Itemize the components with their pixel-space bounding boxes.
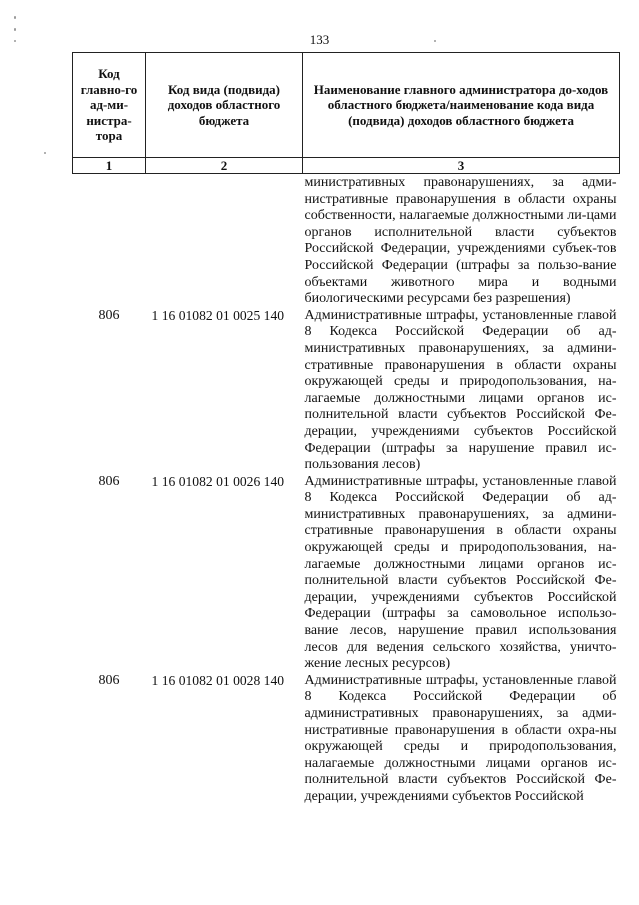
name-cell: Административные штрафы, установленные главой 8 Кодекса Российской Федерации об административных правонарушениях, за адми-нистративные правонарушения в области охра-ны окружающей среды и природопользования, налагаемые должностными лицами органов ис-полнительной власти субъектов Российской Фе-дерации, учреждениями субъектов Российской <box>304 672 617 804</box>
header-admin-code: Код главно-го ад-ми-нистра-тора <box>73 53 146 158</box>
income-code-cell <box>146 174 303 308</box>
page-number: 133 <box>309 32 330 47</box>
header-name: Наименование главного администратора до-ходов областного бюджета/наименование кода вида (подвида) доходов областного бюджета <box>303 53 620 158</box>
table-row <box>73 308 620 474</box>
income-codes-table <box>72 52 620 806</box>
table-row <box>73 474 620 673</box>
admin-code-cell <box>73 174 146 308</box>
income-code-cell: 1 16 01082 01 0025 140 <box>151 307 285 323</box>
scan-artifact <box>14 28 16 31</box>
name-cell: Административные штрафы, установленные главой 8 Кодекса Российской Федерации об ад-министративных правонарушениях, за админи-стративные правонарушения в области охраны окружающей среды и природопользования, на-лагаемые должностными лицами органов ис-полнительной власти субъектов Российской Фе-дерации, учреждениями субъектов Российской Федерации (штрафы за самовольное использо-вание лесов, нарушение правил использования лесов для ведения сельского хозяйства, уничто-жение лесных ресурсов) <box>304 473 617 672</box>
admin-code-cell: 806 <box>98 307 120 323</box>
scan-artifact <box>44 152 46 154</box>
column-number: 2 <box>146 158 303 174</box>
scan-artifact <box>434 40 436 42</box>
table-row-continuation <box>73 174 620 308</box>
column-number: 1 <box>73 158 146 174</box>
header-income-code: Код вида (подвида) доходов областного бюджета <box>146 53 303 158</box>
table-column-numbers <box>73 158 620 174</box>
table-row <box>73 673 620 806</box>
name-cell: министративных правонарушениях, за адми-нистративные правонарушения в области охраны собственности, налагаемые должностными ли-цами органов исполнительной власти субъектов Российской Федерации, учреждениями субъек-тов Российской Федерации (штрафы за пользо-вание объектами животного мира и водными биологическими ресурсами без разрешения) <box>304 175 617 307</box>
scan-artifact <box>14 40 16 42</box>
income-code-cell: 1 16 01082 01 0028 140 <box>151 672 285 688</box>
income-code-cell: 1 16 01082 01 0026 140 <box>151 473 285 489</box>
name-cell: Административные штрафы, установленные главой 8 Кодекса Российской Федерации об ад-министративных правонарушениях, за админи-стративные правонарушения в области охраны окружающей среды и природопользования, на-лагаемые должностными лицами органов ис-полнительной власти субъектов Российской Фе-дерации, учреждениями субъектов Российской Федерации (штрафы за нарушение правил ис-пользования лесов) <box>304 307 617 473</box>
admin-code-cell: 806 <box>98 672 120 688</box>
scan-artifact <box>14 16 16 19</box>
table-header-row <box>73 53 620 158</box>
admin-code-cell: 806 <box>98 473 120 489</box>
column-number: 3 <box>303 158 620 174</box>
